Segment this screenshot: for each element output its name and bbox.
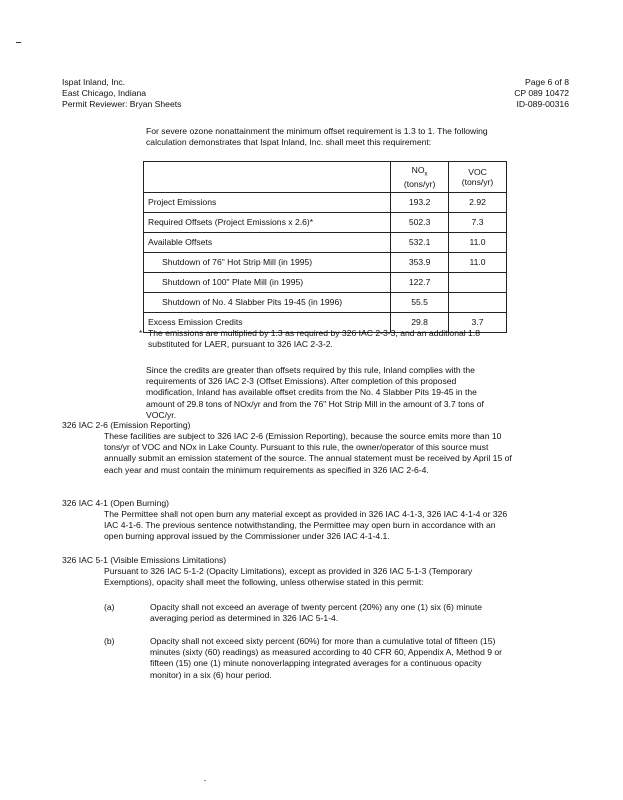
table-header-voc: VOC (tons/yr) bbox=[449, 162, 507, 193]
row-nox: 29.8 bbox=[391, 313, 449, 333]
header-permit-number: CP 089 10472 bbox=[514, 87, 569, 98]
row-label: Project Emissions bbox=[144, 193, 391, 213]
row-voc: 3.7 bbox=[449, 313, 507, 333]
row-nox: 353.9 bbox=[391, 253, 449, 273]
table-row bbox=[144, 293, 507, 313]
table-footnote bbox=[139, 328, 508, 350]
item-text-a: Opacity shall not exceed an average of twenty percent (20%) any one (1) six (6) minute averaging period as determined in 326 IAC 5-1-4. bbox=[150, 602, 482, 624]
row-voc: 11.0 bbox=[449, 233, 507, 253]
section-body-emission-reporting: These facilities are subject to 326 IAC 2-6 (Emission Reporting), because the source emits more than 10 tons/yr of VOC and NOx in Lake County. Pursuant to this rule, the owner/operator of this source must annually submit an emission statement of the source. The annual statement must be received by April 15 of each year and must contain the minimum requirements as specified in 326 IAC 2-6-4. bbox=[104, 431, 512, 475]
row-label: Available Offsets bbox=[144, 233, 391, 253]
row-voc bbox=[449, 293, 507, 313]
table-header-blank bbox=[144, 162, 391, 193]
row-label: Shutdown of 76" Hot Strip Mill (in 1995) bbox=[144, 253, 391, 273]
section-body-visible-emissions: Pursuant to 326 IAC 5-1-2 (Opacity Limitations), except as provided in 326 IAC 5-1-3 (Temporary Exemptions), opacity shall meet the following, unless otherwise stated in this permit: bbox=[104, 566, 473, 588]
item-label-b: (b) bbox=[104, 636, 115, 646]
page-bottom-mark: - bbox=[204, 778, 207, 785]
table-row bbox=[144, 193, 507, 213]
header-left bbox=[62, 77, 181, 109]
row-nox: 193.2 bbox=[391, 193, 449, 213]
row-voc bbox=[449, 273, 507, 293]
row-voc: 7.3 bbox=[449, 213, 507, 233]
section-heading-open-burning: 326 IAC 4-1 (Open Burning) bbox=[62, 498, 170, 508]
section-heading-visible-emissions: 326 IAC 5-1 (Visible Emissions Limitations) bbox=[62, 555, 227, 565]
header-company: Ispat Inland, Inc. bbox=[62, 77, 126, 87]
offset-summary-paragraph: Since the credits are greater than offsets required by this rule, Inland complies with the requirements of 326 IAC 2-3 (Offset Emissions). After completion of this proposed modification, Inland has available offset credits from the No. 4 Slabber Pits 19-45 in the amount of 29.8 tons of NOx/yr and from the 76" Hot Strip Mill in the amount of 3.7 tons of VOC/yr. bbox=[146, 365, 484, 420]
header-right bbox=[514, 77, 569, 109]
section-body-open-burning: The Permittee shall not open burn any material except as provided in 326 IAC 4-1-3, 326 IAC 4-1-4 or 326 IAC 4-1-6. The previous sentence notwithstanding, the Permittee may open burn in accordance with an open burning approval issued by the Commissioner under 326 IAC 4-1-4.1. bbox=[104, 509, 508, 542]
table-row bbox=[144, 253, 507, 273]
item-text-b: Opacity shall not exceed sixty percent (60%) for more than a cumulative total of fifteen (15) minutes (sixty (60) readings) as measured according to 40 CFR 60, Appendix A, Method 9 or fifteen (15) one (1) minute nonoverlapping integrated averages for a continuous opacity monitor) in a six (6) hour period. bbox=[150, 636, 503, 680]
footnote-text: The emissions are multiplied by 1.3 as required by 326 IAC 2-3-3, and an additional 1.8 substituted for LAER, pursuant to 326 IAC 2-3-2. bbox=[148, 328, 481, 350]
row-nox: 502.3 bbox=[391, 213, 449, 233]
row-nox: 532.1 bbox=[391, 233, 449, 253]
row-nox: 55.5 bbox=[391, 293, 449, 313]
row-label: Shutdown of No. 4 Slabber Pits 19-45 (in 1996) bbox=[144, 293, 391, 313]
row-label: Shutdown of 100" Plate Mill (in 1995) bbox=[144, 273, 391, 293]
table-header-nox: $NO_x$ (tons/yr) bbox=[391, 162, 449, 193]
page-tick-mark bbox=[16, 42, 21, 43]
section-heading-emission-reporting: 326 IAC 2-6 (Emission Reporting) bbox=[62, 420, 191, 430]
item-label-a: (a) bbox=[104, 602, 115, 612]
table-header-row bbox=[144, 162, 507, 193]
footnote-mark: * bbox=[139, 328, 143, 338]
row-label: Required Offsets (Project Emissions x 2.6)* bbox=[144, 213, 391, 233]
table-row bbox=[144, 213, 507, 233]
intro-paragraph: For severe ozone nonattainment the minimum offset requirement is 1.3 to 1. The following calculation demonstrates that Ispat Inland, Inc. shall meet this requirement: bbox=[146, 126, 488, 148]
row-nox: 122.7 bbox=[391, 273, 449, 293]
offset-table bbox=[143, 161, 507, 333]
header-location: East Chicago, Indiana bbox=[62, 87, 147, 98]
header-reviewer: Permit Reviewer: Bryan Sheets bbox=[62, 98, 182, 109]
row-voc: 2.92 bbox=[449, 193, 507, 213]
row-label: Excess Emission Credits bbox=[144, 313, 391, 333]
table-row bbox=[144, 273, 507, 293]
header-page: Page 6 of 8 bbox=[525, 77, 569, 87]
row-voc: 11.0 bbox=[449, 253, 507, 273]
table-row bbox=[144, 233, 507, 253]
header-id-number: ID-089-00316 bbox=[516, 98, 569, 109]
